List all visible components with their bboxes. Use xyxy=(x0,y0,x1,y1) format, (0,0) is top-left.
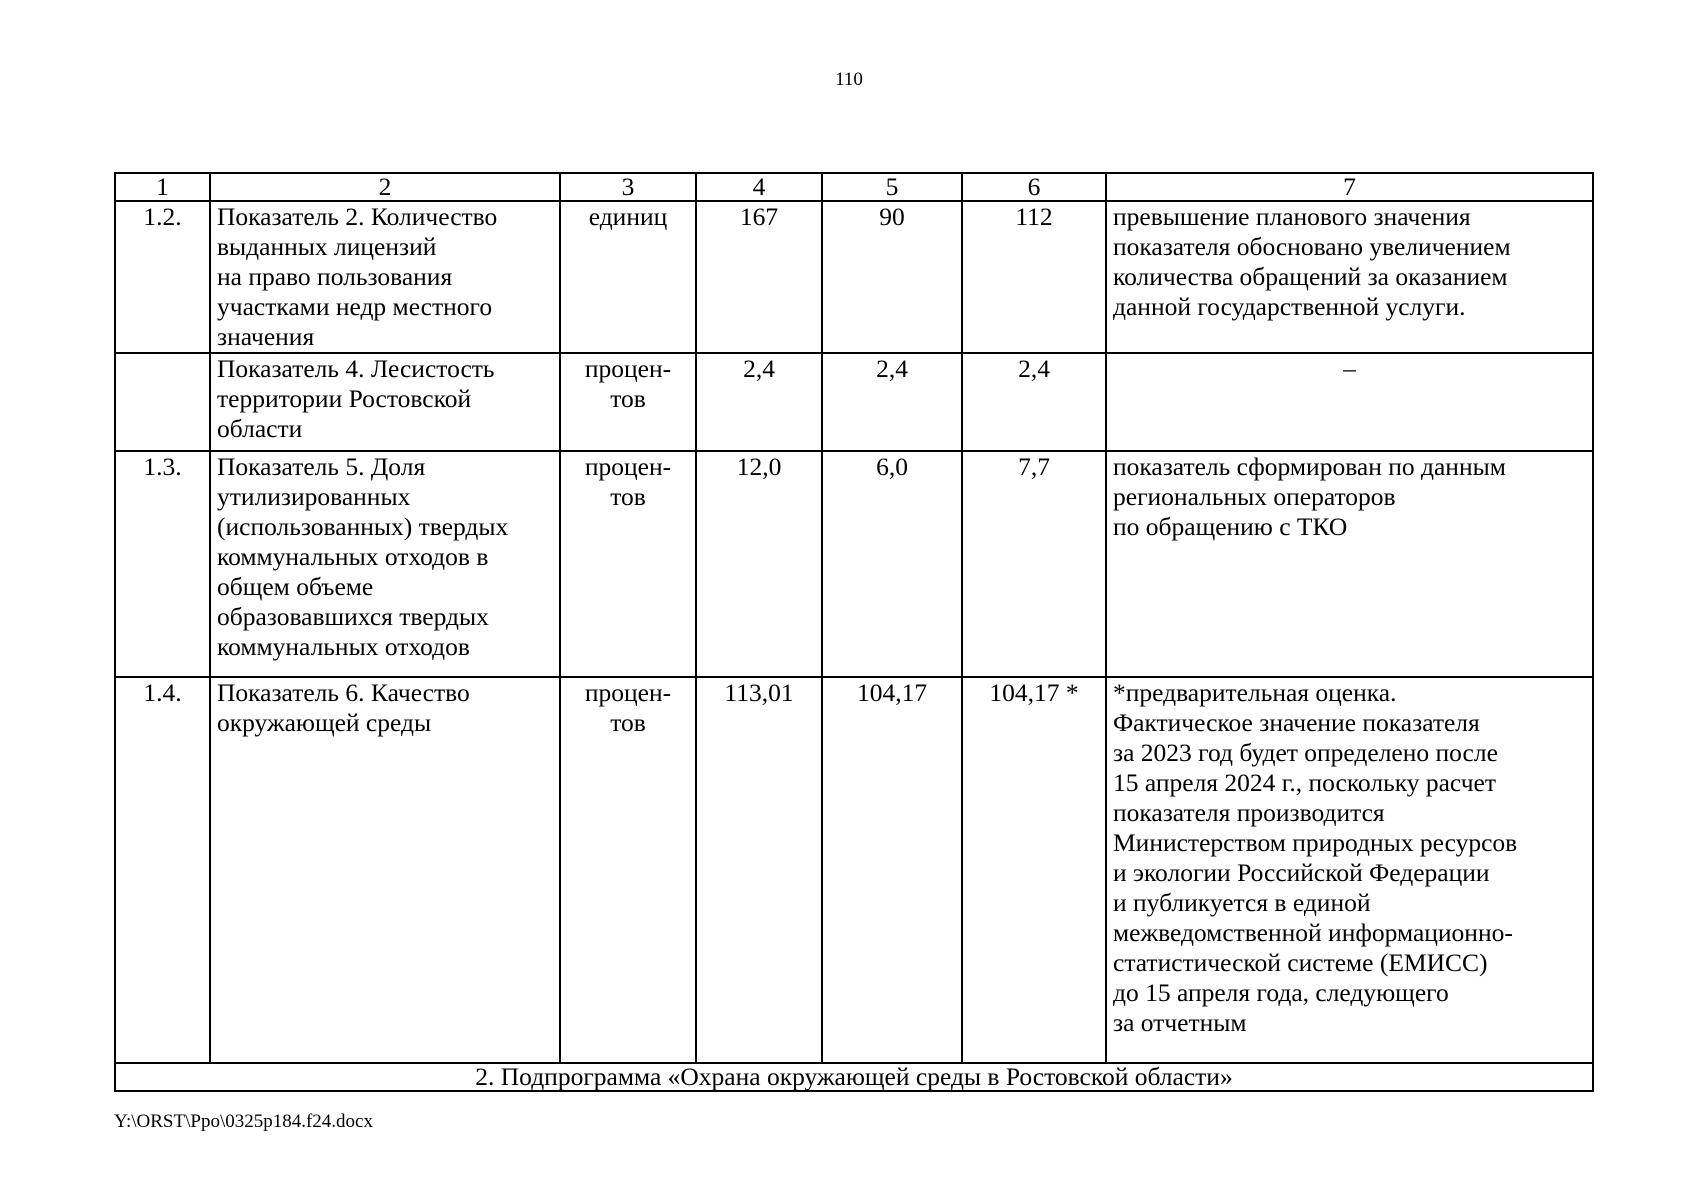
note-cell: показатель сформирован по данным региональных операторов по обращению с ТКО xyxy=(1106,451,1593,677)
note-cell: превышение планового значения показателя обосновано увеличением количества обращений за оказанием данной государственной услуги. xyxy=(1106,201,1593,353)
subprogram-title: 2. Подпрограмма «Охрана окружающей среды в Ростовской области» xyxy=(115,1063,1593,1091)
document-file-path: Y:\ORST\Ppo\0325p184.f24.docx xyxy=(114,1111,373,1132)
row-number-cell: 1.4. xyxy=(115,677,210,1063)
value-cell-col6: 2,4 xyxy=(962,353,1106,451)
header-cell: 5 xyxy=(822,173,962,201)
table-header-row xyxy=(115,173,1593,201)
header-cell: 6 xyxy=(962,173,1106,201)
table-row xyxy=(115,451,1593,677)
header-cell: 7 xyxy=(1106,173,1593,201)
value-cell-col5: 90 xyxy=(822,201,962,353)
indicators-table xyxy=(114,172,1594,1092)
indicator-name-cell: Показатель 2. Количество выданных лицензий на право пользования участками недр местного значения xyxy=(210,201,560,353)
row-number-cell: 1.2. xyxy=(115,201,210,353)
value-cell-col5: 6,0 xyxy=(822,451,962,677)
note-cell: *предварительная оценка. Фактическое значение показателя за 2023 год будет определено после 15 апреля 2024 г., поскольку расчет показателя производится Министерством природных ресурсов и экологии Российской Федерации и публикуется в единой межведомственной информационно- статистической системе (ЕМИСС) до 15 апреля года, следующего за отчетным xyxy=(1106,677,1593,1063)
value-cell-col5: 104,17 xyxy=(822,677,962,1063)
unit-cell: процен- тов xyxy=(560,677,696,1063)
header-cell: 2 xyxy=(210,173,560,201)
indicator-name-cell: Показатель 6. Качество окружающей среды xyxy=(210,677,560,1063)
value-cell-col4: 12,0 xyxy=(696,451,822,677)
note-cell: – xyxy=(1106,353,1593,451)
value-cell-col5: 2,4 xyxy=(822,353,962,451)
value-cell-col4: 2,4 xyxy=(696,353,822,451)
table-row xyxy=(115,201,1593,353)
row-number-cell: 1.3. xyxy=(115,451,210,677)
value-cell-col6: 112 xyxy=(962,201,1106,353)
subprogram-row xyxy=(115,1063,1593,1091)
value-cell-col4: 167 xyxy=(696,201,822,353)
unit-cell: процен- тов xyxy=(560,451,696,677)
unit-cell: единиц xyxy=(560,201,696,353)
value-cell-col6: 104,17 * xyxy=(962,677,1106,1063)
header-cell: 3 xyxy=(560,173,696,201)
header-cell: 1 xyxy=(115,173,210,201)
indicator-name-cell: Показатель 5. Доля утилизированных (использованных) твердых коммунальных отходов в общем объеме образовавшихся твердых коммунальных отходов xyxy=(210,451,560,677)
value-cell-col6: 7,7 xyxy=(962,451,1106,677)
table-row xyxy=(115,677,1593,1063)
value-cell-col4: 113,01 xyxy=(696,677,822,1063)
table-row xyxy=(115,353,1593,451)
unit-cell: процен- тов xyxy=(560,353,696,451)
row-number-cell xyxy=(115,353,210,451)
header-cell: 4 xyxy=(696,173,822,201)
page-number: 110 xyxy=(835,69,863,90)
indicator-name-cell: Показатель 4. Лесистость территории Ростовской области xyxy=(210,353,560,451)
